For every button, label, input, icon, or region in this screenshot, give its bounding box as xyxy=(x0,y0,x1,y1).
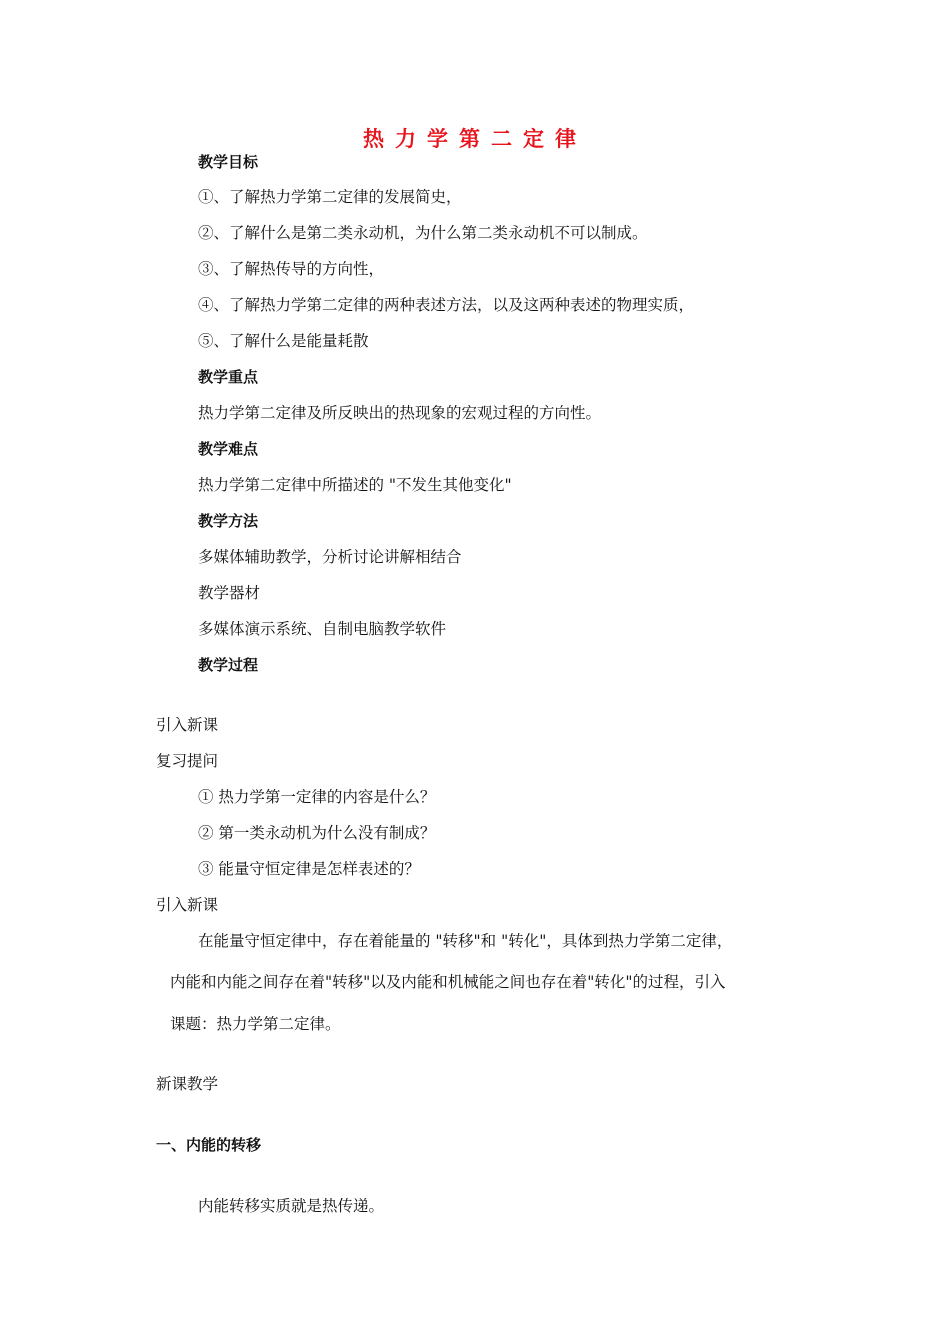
goals-heading: 教学目标 xyxy=(198,153,259,171)
goal-item: ④、了解热力学第二定律的两种表述方法，以及这两种表述的物理实质， xyxy=(198,296,695,314)
intro-label: 引入新课 xyxy=(156,716,219,734)
section-heading: 一、内能的转移 xyxy=(156,1136,262,1154)
goal-item: ⑤、了解什么是能量耗散 xyxy=(198,332,369,350)
goal-item: ③、了解热传导的方向性， xyxy=(198,260,385,278)
intro-paragraph-line: 内能和内能之间存在着"转移"以及内能和机械能之间也存在着"转化"的过程，引入 xyxy=(170,973,726,991)
key-point-text: 热力学第二定律及所反映出的热现象的宏观过程的方向性。 xyxy=(198,404,602,422)
method-text: 多媒体辅助教学，分析讨论讲解相结合 xyxy=(198,548,462,566)
intro-paragraph-line: 课题：热力学第二定律。 xyxy=(170,1015,341,1033)
difficulty-text: 热力学第二定律中所描述的 "不发生其他变化" xyxy=(198,476,512,494)
equipment-heading: 教学器材 xyxy=(198,584,261,602)
new-lesson-label: 新课教学 xyxy=(156,1075,219,1093)
equipment-text: 多媒体演示系统、自制电脑教学软件 xyxy=(198,620,447,638)
review-item: ② 第一类永动机为什么没有制成？ xyxy=(198,824,436,842)
process-heading: 教学过程 xyxy=(198,656,259,674)
goal-item: ①、了解热力学第二定律的发展简史， xyxy=(198,188,462,206)
document-title: 热力学第二定律 xyxy=(363,127,587,151)
review-heading: 复习提问 xyxy=(156,752,219,770)
intro-paragraph-line: 在能量守恒定律中，存在着能量的 "转移"和 "转化"，具体到热力学第二定律， xyxy=(198,932,733,950)
method-heading: 教学方法 xyxy=(198,512,259,530)
difficulty-heading: 教学难点 xyxy=(198,440,259,458)
goal-item: ②、了解什么是第二类永动机，为什么第二类永动机不可以制成。 xyxy=(198,224,648,242)
intro-label: 引入新课 xyxy=(156,896,219,914)
key-point-heading: 教学重点 xyxy=(198,368,259,386)
review-item: ① 热力学第一定律的内容是什么？ xyxy=(198,788,436,806)
section-text: 内能转移实质就是热传递。 xyxy=(198,1197,385,1215)
review-item: ③ 能量守恒定律是怎样表述的？ xyxy=(198,860,420,878)
